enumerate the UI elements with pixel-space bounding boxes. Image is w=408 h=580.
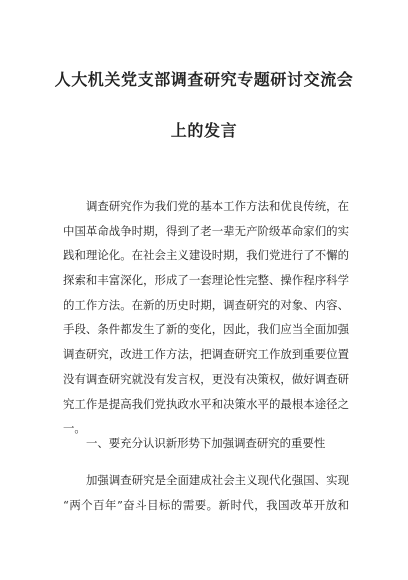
document-title-line-1: 人大机关党支部调查研究专题研讨交流会 [54,70,354,89]
paragraph-line: 中国革命战争时期，得到了老一辈无产阶级革命家们的实 [63,223,349,238]
document-title-line-2: 上的发言 [170,121,238,140]
paragraph-line: 的工作方法。在新的历史时期，调查研究的对象、内容、 [63,297,349,312]
section-heading: 一、要充分认识新形势下加强调查研究的重要性 [86,436,326,450]
body-paragraph-1 [63,194,349,441]
paragraph-line: 手段、条件都发生了新的变化，因此，我们应当全面加强 [63,322,349,337]
paragraph-line: 践和理论化。在社会主义建设时期，我们党进行了不懈的 [63,248,349,263]
body-paragraph-2 [63,468,349,517]
paragraph-line: 究工作是提高我们党执政水平和决策水平的最根本途径之 [63,396,349,411]
paragraph-line: 探索和丰富深化，形成了一套理论性完整、操作程序科学 [63,273,349,288]
paragraph-line: 加强调查研究是全面建成社会主义现代化强国、实现 [86,473,349,487]
paragraph-line: 没有调查研究就没有发言权，更没有决策权，做好调查研 [63,371,349,386]
paragraph-line: “两个百年”奋斗目标的需要。新时代，我国改革开放和 [63,497,349,512]
paragraph-line: 调查研究作为我们党的基本工作方法和优良传统，在 [86,199,349,213]
paragraph-line: 一。 [63,421,86,436]
paragraph-line: 调查研究，改进工作方法，把调查研究工作放到重要位置 [63,347,349,362]
